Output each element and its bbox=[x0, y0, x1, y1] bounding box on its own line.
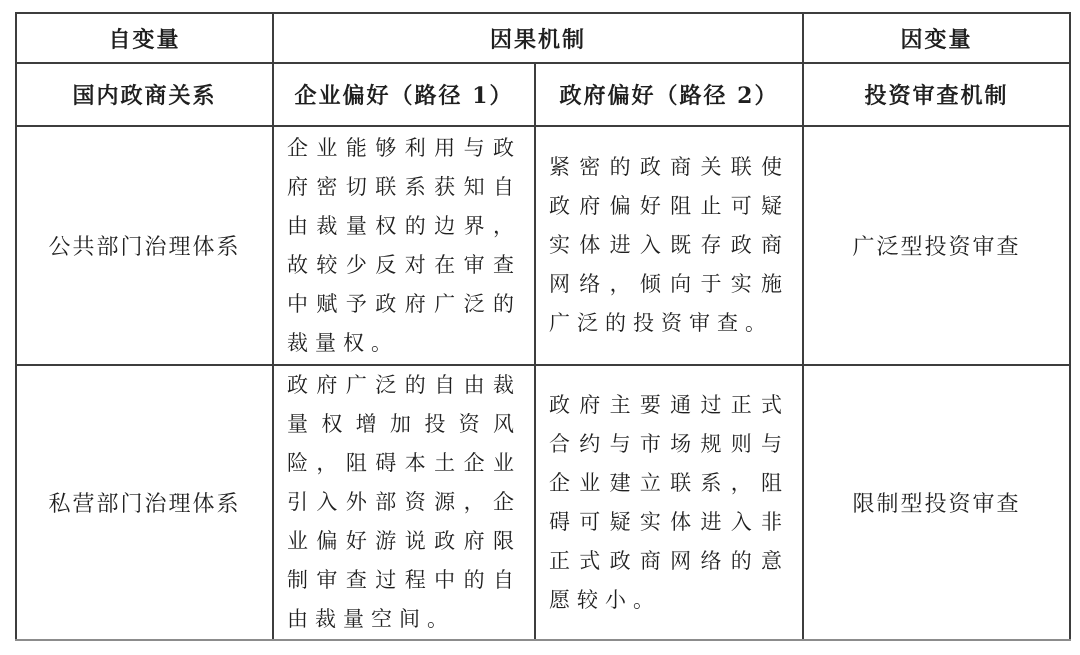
header-dependent-variable: 因变量 bbox=[803, 13, 1070, 63]
cell-independent-private: 私营部门治理体系 bbox=[16, 365, 273, 640]
cell-path1-private: 政府广泛的自由裁量权增加投资风险，阻碍本土企业引入外部资源，企业偏好游说政府限制审查过程中的自由裁量空间。 bbox=[273, 365, 535, 640]
subheader-independent: 国内政商关系 bbox=[16, 63, 273, 126]
cell-path2-private: 政府主要通过正式合约与市场规则与企业建立联系，阻碍可疑实体进入非正式政商网络的意愿较小。 bbox=[535, 365, 803, 640]
cell-dependent-private: 限制型投资审查 bbox=[803, 365, 1070, 640]
header-row bbox=[16, 13, 1070, 63]
subheader-row bbox=[16, 63, 1070, 126]
table-row-private-sector bbox=[16, 365, 1070, 640]
table-row-public-sector bbox=[16, 126, 1070, 365]
cell-path1-public: 企业能够利用与政府密切联系获知自由裁量权的边界，故较少反对在审查中赋予政府广泛的裁量权。 bbox=[273, 126, 535, 365]
cell-dependent-public: 广泛型投资审查 bbox=[803, 126, 1070, 365]
cell-path2-public: 紧密的政商关联使政府偏好阻止可疑实体进入既存政商网络，倾向于实施广泛的投资审查。 bbox=[535, 126, 803, 365]
mechanism-table-container bbox=[15, 12, 1071, 641]
subheader-path1: 企业偏好（路径 1） bbox=[273, 63, 535, 126]
subheader-dependent: 投资审查机制 bbox=[803, 63, 1070, 126]
header-independent-variable: 自变量 bbox=[16, 13, 273, 63]
causal-mechanism-table bbox=[15, 12, 1071, 641]
header-causal-mechanism: 因果机制 bbox=[273, 13, 803, 63]
cell-independent-public: 公共部门治理体系 bbox=[16, 126, 273, 365]
subheader-path2: 政府偏好（路径 2） bbox=[535, 63, 803, 126]
